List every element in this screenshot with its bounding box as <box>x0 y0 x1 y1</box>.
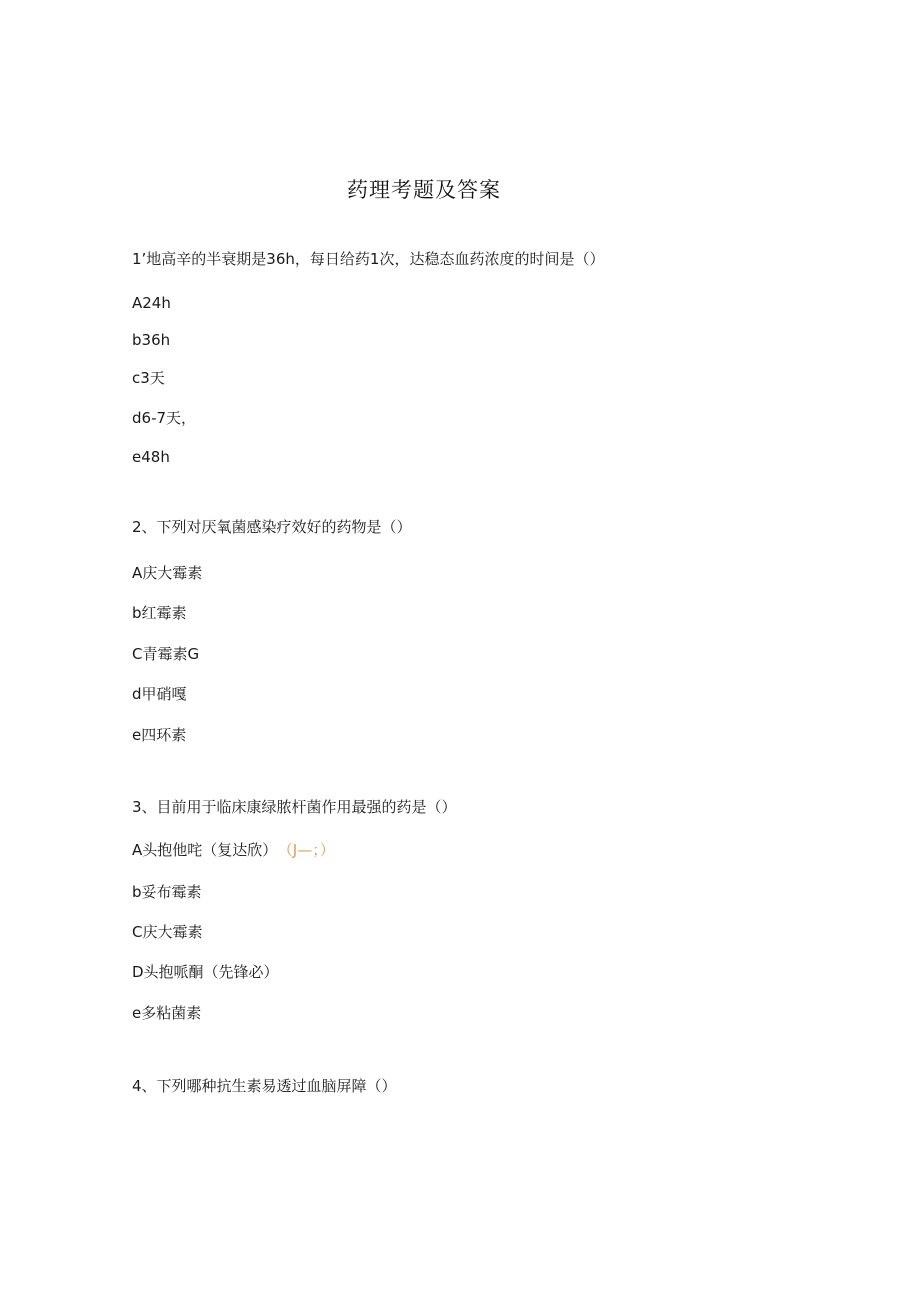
question-2-option-d: d甲硝嘎 <box>132 685 187 703</box>
question-3-option-c: C庆大霉素 <box>132 923 203 941</box>
question-2-option-b: b红霉素 <box>132 604 187 622</box>
page-title: 药理考题及答案 <box>347 178 501 202</box>
question-4-stem: 4、下列哪种抗生素易透过血脑屏障（） <box>132 1077 397 1095</box>
question-3-option-a <box>132 840 335 860</box>
question-1-stem: 1’地高辛的半衰期是36h，每日给药1次，达稳态血药浓度的时间是（） <box>132 250 605 268</box>
question-3-option-a-text: A头抱他咤（复达欣） <box>132 841 278 859</box>
question-3-stem: 3、目前用于临床康绿脓杆菌作用最强的药是（） <box>132 798 457 816</box>
question-3-option-d: D头抱哌酮（先锋必） <box>132 963 279 981</box>
handwritten-annotation: （J—；） <box>285 841 335 859</box>
question-1-option-e: e48h <box>132 448 170 466</box>
question-3-option-b: b妥布霉素 <box>132 883 202 901</box>
question-1-option-b: b36h <box>132 331 171 349</box>
question-1-option-d: d6-7天， <box>132 409 197 427</box>
question-1-option-a: A24h <box>132 294 171 312</box>
question-1-option-c: c3天 <box>132 369 165 387</box>
question-2-option-e: e四环素 <box>132 726 187 744</box>
question-2-option-c: C青霉素G <box>132 645 200 663</box>
question-2-stem: 2、下列对厌氧菌感染疗效好的药物是（） <box>132 518 412 536</box>
question-2-option-a: A庆大霉素 <box>132 564 203 582</box>
question-3-option-e: e多粘菌素 <box>132 1004 202 1022</box>
